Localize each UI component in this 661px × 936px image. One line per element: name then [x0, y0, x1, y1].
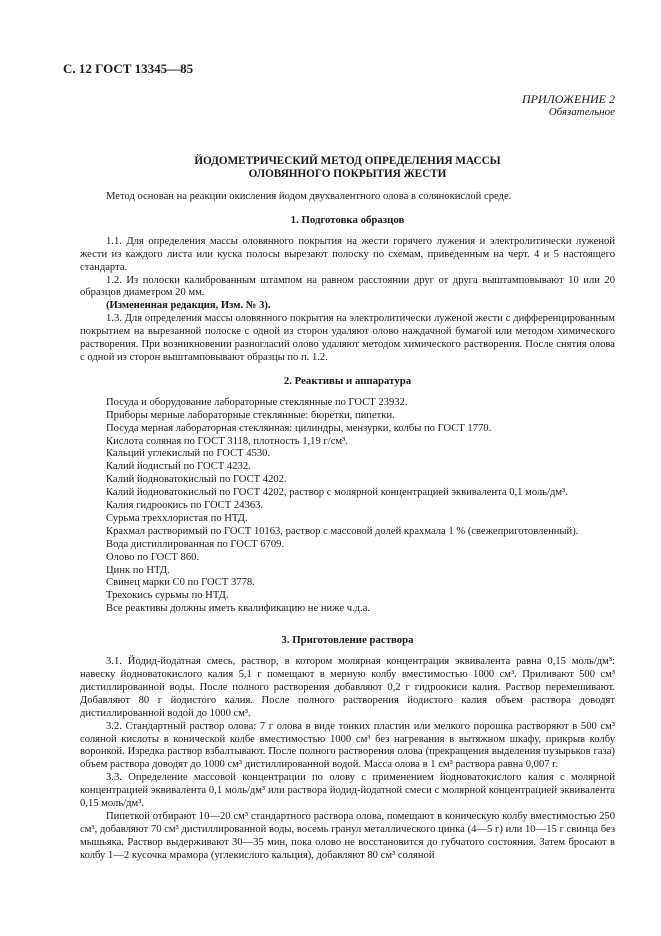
document-title-line-1: ЙОДОМЕТРИЧЕСКИЙ МЕТОД ОПРЕДЕЛЕНИЯ МАССЫ [194, 155, 501, 167]
list-item: Все реактивы должны иметь квалификацию не ниже ч.д.а. [106, 603, 371, 615]
paragraph-3-3: 3.3. Определение массовой концентрации по олову с применением йодноватокислого калия с молярной концентрацией эквивалента 0,1 моль/дм³ или раствора йодид-йодатной смеси с молярной концентрацией эквивалента 0,15 моль/дм³. [80, 772, 615, 810]
list-item: Трехокись сурьмы по НТД. [106, 590, 229, 602]
paragraph-3-4: Пипеткой отбирают 10—20 см³ стандартного раствора олова, помещают в коническую колбу вместимостью 250 см³, добавляют 70 см³ дистиллированной воды, восемь гранул металлического цинка (4—5 г) или 10—15 г свинца без мышьяка. Раствор выдерживают 30—35 мин, пока олово не восстановится до губчатого состояния. Затем бросают в колбу 1—2 кусочка мрамора (углекислого кальция), добавляют 80 см³ соляной [80, 810, 615, 861]
section-3-heading: 3. Приготовление раствора [281, 634, 414, 647]
list-item: Цинк по НТД. [106, 564, 170, 576]
list-item: Калий йодноватокислый по ГОСТ 4202, раствор с молярной концентрацией эквивалента 0,1 моль/дм³. [106, 487, 568, 499]
intro-paragraph: Метод основан на реакции окисления йодом двухвалентного олова в солянокислой среде. [106, 191, 512, 202]
list-item: Приборы мерные лабораторные стеклянные: бюретки, пипетки. [106, 409, 395, 421]
paragraph-3-1: 3.1. Йодид-йодатная смесь, раствор, в котором молярная концентрация эквивалента равна 0,15 моль/дм³: навеску йодноватокислого калия 5,1 г помещают в мерную колбу вместимостью 1000 см³. Приливают 500 см³ дистиллированной воды. После полного растворения добавляют 0,2 г гидроокиси калия. Раствор перемешивают. Добавляют 80 г йодистого калия. После полного растворения йодистого калия объем раствора доводят дистиллированной водой до 1000 см³. [80, 656, 615, 719]
document-body [80, 155, 615, 863]
page-header: С. 12 ГОСТ 13345—85 [63, 61, 194, 76]
section-1-heading: 1. Подготовка образцов [290, 213, 405, 226]
appendix-label [522, 92, 615, 119]
reagents-list [80, 397, 615, 616]
list-item: Свинец марки С0 по ГОСТ 3778. [106, 577, 255, 589]
document-title-line-2: ОЛОВЯННОГО ПОКРЫТИЯ ЖЕСТИ [248, 168, 447, 180]
list-item: Кислота соляная по ГОСТ 3118, плотность 1,19 г/см³. [106, 435, 348, 447]
list-item: Калий йодистый по ГОСТ 4232. [106, 461, 251, 473]
list-item: Олово по ГОСТ 860. [106, 551, 200, 563]
section-2-heading: 2. Реактивы и аппаратура [283, 374, 412, 387]
appendix-status: Обязательное [548, 106, 615, 118]
list-item: Калия гидроокись по ГОСТ 24363. [106, 500, 264, 512]
document-title [80, 155, 615, 181]
paragraph-3-2: 3.2. Стандартный раствор олова: 7 г олова в виде тонких пластин или мелкого порошка растворяют в 500 см³ соляной кислоты в конической колбе вместимостью 1000 см³ без нагревания в вытяжном шкафу, прикрыв колбу воронкой. Изредка раствор взбалтывают. После полного растворения олова (прекращения выделения пузырьков газа) объем раствора доводят до 1000 см³ дистиллированной водой. Масса олова в 1 см³ раствора равна 0,007 г. [80, 720, 615, 771]
amendment-note: (Измененная редакция, Изм. № 3). [106, 300, 271, 312]
paragraph-1-3: 1.3. Для определения массы оловянного покрытия на электролитически луженой жести с дифференцированным покрытием на вырезанной полоске с одной из сторон удаляют олово наждачной бумагой или методом химического растворения. При возникновении разногласий олово удаляют методом химического растворения. После снятия олова с одной из сторон выштамповывают образцы по п. 1.2. [80, 313, 615, 363]
list-item: Посуда и оборудование лабораторные стеклянные по ГОСТ 23932. [106, 396, 408, 408]
appendix-title: ПРИЛОЖЕНИЕ 2 [522, 92, 615, 106]
paragraph-1-1: 1.1. Для определения массы оловянного покрытия на жести горячего лужения и электролитически луженой жести из каждого листа или куска полосы вырезают полоску по схемам, приведенным на черт. 4 и 5 настоящего стандарта. [80, 235, 615, 273]
list-item: Кальций углекислый по ГОСТ 4530. [106, 448, 271, 460]
list-item: Сурьма треххлористая по НТД. [106, 512, 248, 524]
list-item: Посуда мерная лабораторная стеклянная: цилиндры, мензурки, колбы по ГОСТ 1770. [106, 422, 492, 434]
list-item: Калий йодноватокислый по ГОСТ 4202. [106, 474, 287, 486]
list-item: Крахмал растворимый по ГОСТ 10163, раствор с массовой долей крахмала 1 % (свежеприготовленный). [106, 525, 579, 537]
paragraph-1-2: 1.2. Из полоски калиброванным штампом на равном расстоянии друг от друга выштамповывают 10 или 20 образцов диаметром 20 мм. [80, 274, 615, 299]
list-item: Вода дистиллированная по ГОСТ 6709. [106, 538, 285, 550]
